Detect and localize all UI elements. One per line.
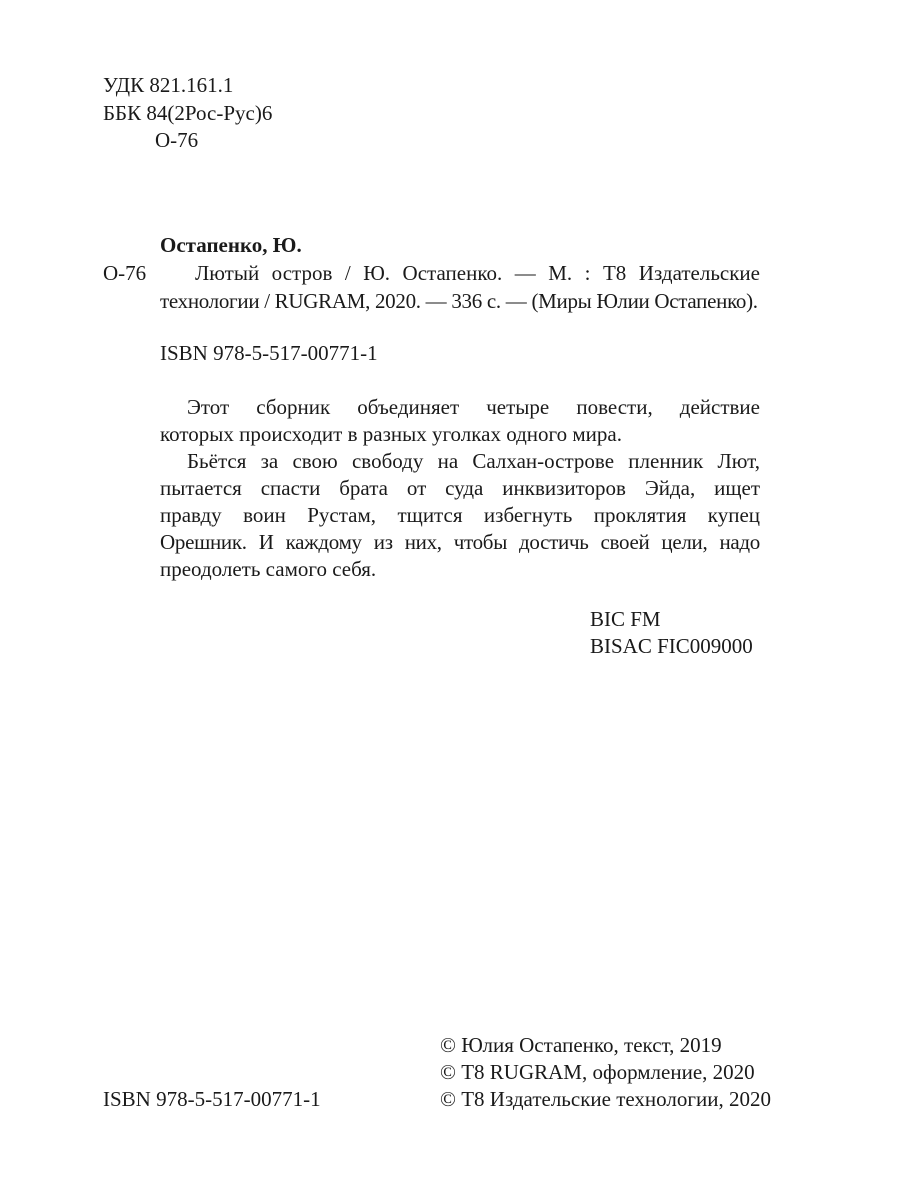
record-description-line2: технологии / RUGRAM, 2020. — 336 с. — (Миры Юлии Остапенко). [160,289,758,313]
bisac-code: BISAC FIC009000 [590,634,753,658]
udk-code: УДК 821.161.1 [103,73,234,97]
annotation-p2-line1: Бьётся за свою свободу на Салхан-острове пленник Лют, [187,449,760,473]
annotation-p2-line4: Орешник. И каждому из них, чтобы достичь своей цели, надо [160,530,760,554]
record-mark: О-76 [103,261,147,285]
copyright-design: © Т8 RUGRAM, оформление, 2020 [440,1060,755,1084]
annotation-p2-line3: правду воин Рустам, тщится избегнуть проклятия купец [160,503,760,527]
annotation-p1-line1: Этот сборник объединяет четыре повести, действие [187,395,760,419]
author-heading: Остапенко, Ю. [160,233,302,257]
copyright-text: © Юлия Остапенко, текст, 2019 [440,1033,722,1057]
bbk-code: ББК 84(2Рос-Рус)6 [103,101,273,125]
annotation-p2-line5: преодолеть самого себя. [160,557,377,581]
record-isbn: ISBN 978-5-517-00771-1 [160,341,378,365]
annotation-p1-line2: которых происходит в разных уголках одного мира. [160,422,622,446]
footer-isbn: ISBN 978-5-517-00771-1 [103,1087,321,1111]
author-mark: О-76 [155,128,199,152]
record-description-line1: Лютый остров / Ю. Остапенко. — М. : Т8 Издательские [195,261,760,285]
copyright-publisher: © Т8 Издательские технологии, 2020 [440,1087,771,1111]
annotation-p2-line2: пытается спасти брата от суда инквизиторов Эйда, ищет [160,476,760,500]
bic-code: BIC FM [590,607,661,631]
